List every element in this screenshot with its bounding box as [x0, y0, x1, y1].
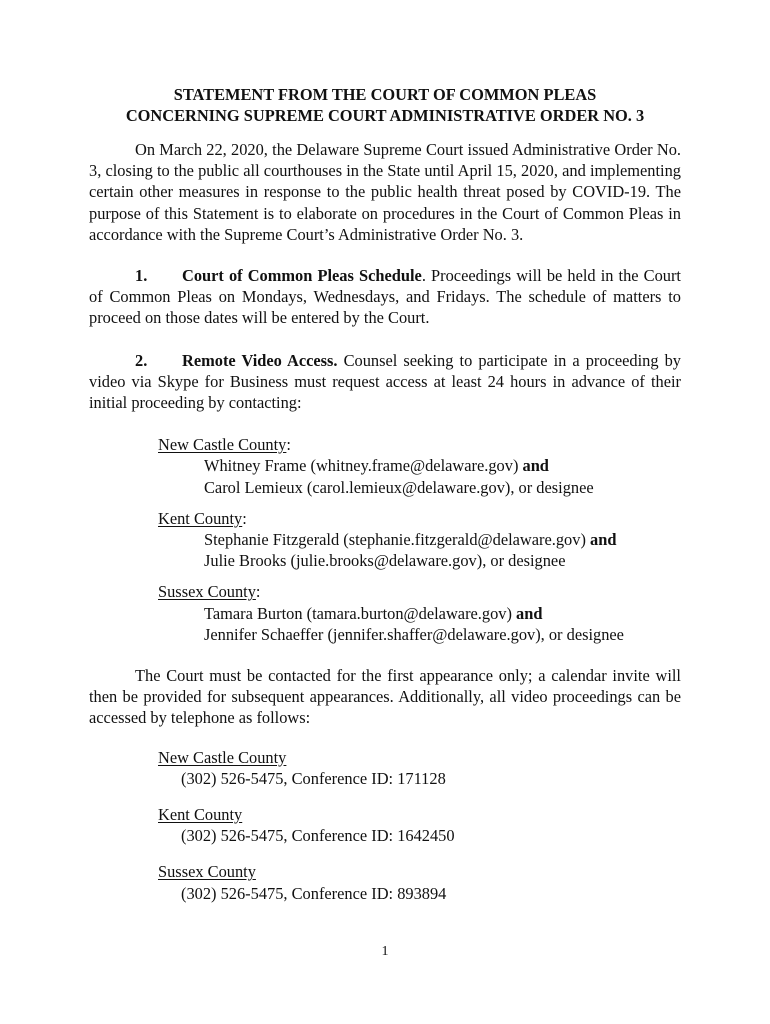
item-2-heading: Remote Video Access. [182, 350, 338, 370]
county-colon: : [255, 582, 261, 602]
title-line-2: CONCERNING SUPREME COURT ADMINISTRATIVE ORDER NO. 3 [125, 106, 645, 125]
county-name: Sussex County [158, 862, 256, 882]
contact-line: Julie Brooks (julie.brooks@delaware.gov), or designee [204, 551, 566, 571]
phone-line: (302) 526-5475, Conference ID: 893894 [181, 883, 447, 903]
contact-line [204, 603, 681, 624]
item-2-paragraph [89, 350, 681, 414]
contact-line: Jennifer Schaeffer (jennifer.shaffer@delaware.gov), or designee [204, 624, 624, 644]
contact-line [204, 529, 681, 550]
video-contact-kent [158, 508, 681, 572]
telephone-access-paragraph: The Court must be contacted for the first appearance only; a calendar invite will then be provided for subsequent appearances. Additionally, all video proceedings can be accessed by telephone as follows: [89, 666, 681, 728]
item-1-paragraph [89, 265, 681, 329]
contact-line [204, 455, 681, 476]
phone-line: (302) 526-5475, Conference ID: 171128 [181, 768, 446, 788]
document-page [89, 84, 681, 904]
contact-line: Carol Lemieux (carol.lemieux@delaware.gov), or designee [204, 477, 594, 497]
item-1-heading: Court of Common Pleas Schedule [182, 266, 422, 286]
phone-access-kent [158, 804, 681, 846]
contact-and: and [590, 530, 617, 550]
video-contact-new-castle [158, 434, 681, 498]
phone-access-sussex [158, 861, 681, 903]
video-contact-sussex [158, 581, 681, 645]
contact-and: and [516, 603, 543, 623]
intro-paragraph: On March 22, 2020, the Delaware Supreme Court issued Administrative Order No. 3, closing to the public all courthouses in the State until April 15, 2020, and implementing certain other measures in response to the public health threat posed by COVID-19. The purpose of this Statement is to elaborate on procedures in the Court of Common Pleas in accordance with the Supreme Court’s Administrative Order No. 3. [89, 140, 681, 244]
county-name: New Castle County [158, 747, 287, 767]
page-number: 1 [381, 944, 389, 959]
item-1-text: . Proceedings will be held in the Court of Common Pleas on Mondays, Wednesdays, and Fridays. The schedule of matters to proceed on those dates will be entered by the Court. [89, 266, 681, 328]
phone-access-new-castle [158, 747, 681, 789]
phone-line: (302) 526-5475, Conference ID: 1642450 [181, 826, 455, 846]
item-2-number: 2. [135, 350, 148, 370]
contact-text: Stephanie Fitzgerald (stephanie.fitzgerald@delaware.gov) [204, 530, 591, 550]
document-title [89, 84, 681, 126]
county-name: Kent County [158, 508, 243, 528]
contact-and: and [522, 456, 549, 476]
contact-text: Whitney Frame (whitney.frame@delaware.gov) [204, 456, 523, 476]
county-name: Sussex County [158, 582, 256, 602]
item-2-text: Counsel seeking to participate in a proceeding by video via Skype for Business must request access at least 24 hours in advance of their initial proceeding by contacting: [89, 350, 681, 413]
county-name: New Castle County [158, 435, 287, 455]
county-colon: : [286, 435, 291, 455]
contact-text: Tamara Burton (tamara.burton@delaware.gov) [204, 603, 517, 623]
county-name: Kent County [158, 805, 243, 825]
county-colon: : [242, 508, 247, 528]
title-line-1: STATEMENT FROM THE COURT OF COMMON PLEAS [173, 85, 597, 104]
item-1-number: 1. [135, 266, 148, 286]
